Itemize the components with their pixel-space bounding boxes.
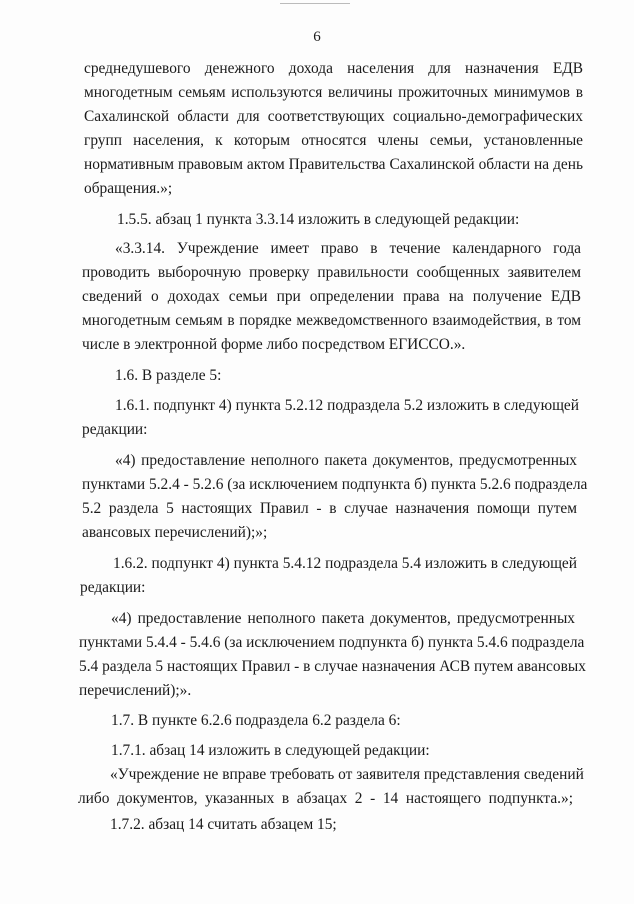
text-line: проводить выборочную проверку правильности сообщенных заявителем — [82, 264, 581, 281]
text-line: 1.6. В разделе 5: — [115, 367, 222, 384]
text-line: групп населения, к которым относятся члены семьи, установленные — [84, 132, 583, 149]
text-line: авансовых перечислений);»; — [82, 524, 268, 541]
text-line: 1.7.1. абзац 14 изложить в следующей редакции: — [111, 742, 430, 759]
text-line: Сахалинской области для соответствующих социально-демографических — [84, 108, 583, 125]
text-line: «4) предоставление неполного пакета документов, предусмотренных — [111, 610, 575, 627]
text-line: 1.7. В пункте 6.2.6 подраздела 6.2 раздела 6: — [111, 712, 401, 729]
text-line: 5.4 раздела 5 настоящих Правил - в случае назначения АСВ путем авансовых — [79, 658, 586, 675]
scan-artifact — [280, 3, 350, 4]
text-line: редакции: — [80, 579, 146, 596]
text-line: «3.3.14. Учреждение имеет право в течение календарного года — [115, 240, 581, 257]
page-number: 6 — [313, 29, 321, 45]
text-line: многодетным семьям в порядке межведомственного взаимодействия, в том — [82, 312, 581, 329]
text-line: 5.2 раздела 5 настоящих Правил - в случае назначения помощи путем — [82, 500, 577, 517]
text-line: пунктами 5.2.4 - 5.2.6 (за исключением подпункта б) пункта 5.2.6 подраздела — [82, 476, 588, 493]
text-line: многодетным семьям используются величины прожиточных минимумов в — [84, 84, 583, 101]
text-line: 1.6.1. подпункт 4) пункта 5.2.12 подраздела 5.2 изложить в следующей — [115, 397, 579, 414]
text-line: числе в электронной форме либо посредством ЕГИССО.». — [82, 336, 466, 353]
text-line: «4) предоставление неполного пакета документов, предусмотренных — [115, 452, 577, 469]
text-line: либо документов, указанных в абзацах 2 - 14 настоящего подпункта.»; — [78, 790, 573, 807]
text-line: перечислений);». — [79, 682, 192, 699]
text-line: обращения.»; — [84, 180, 173, 197]
text-line: 1.7.2. абзац 14 считать абзацем 15; — [110, 816, 337, 833]
text-line: «Учреждение не вправе требовать от заявителя представления сведений — [110, 766, 584, 783]
text-line: сведений о доходах семьи при определении права на получение ЕДВ — [82, 288, 581, 305]
text-line: 1.5.5. абзац 1 пункта 3.3.14 изложить в следующей редакции: — [117, 211, 520, 228]
text-line: нормативным правовым актом Правительства Сахалинской области на день — [84, 156, 583, 173]
text-line: пунктами 5.4.4 - 5.4.6 (за исключением подпункта б) пункта 5.4.6 подраздела — [79, 634, 585, 651]
text-line: редакции: — [82, 421, 148, 438]
text-line: 1.6.2. подпункт 4) пункта 5.4.12 подраздела 5.4 изложить в следующей — [113, 555, 577, 572]
text-line: среднедушевого денежного дохода населения для назначения ЕДВ — [84, 60, 583, 77]
